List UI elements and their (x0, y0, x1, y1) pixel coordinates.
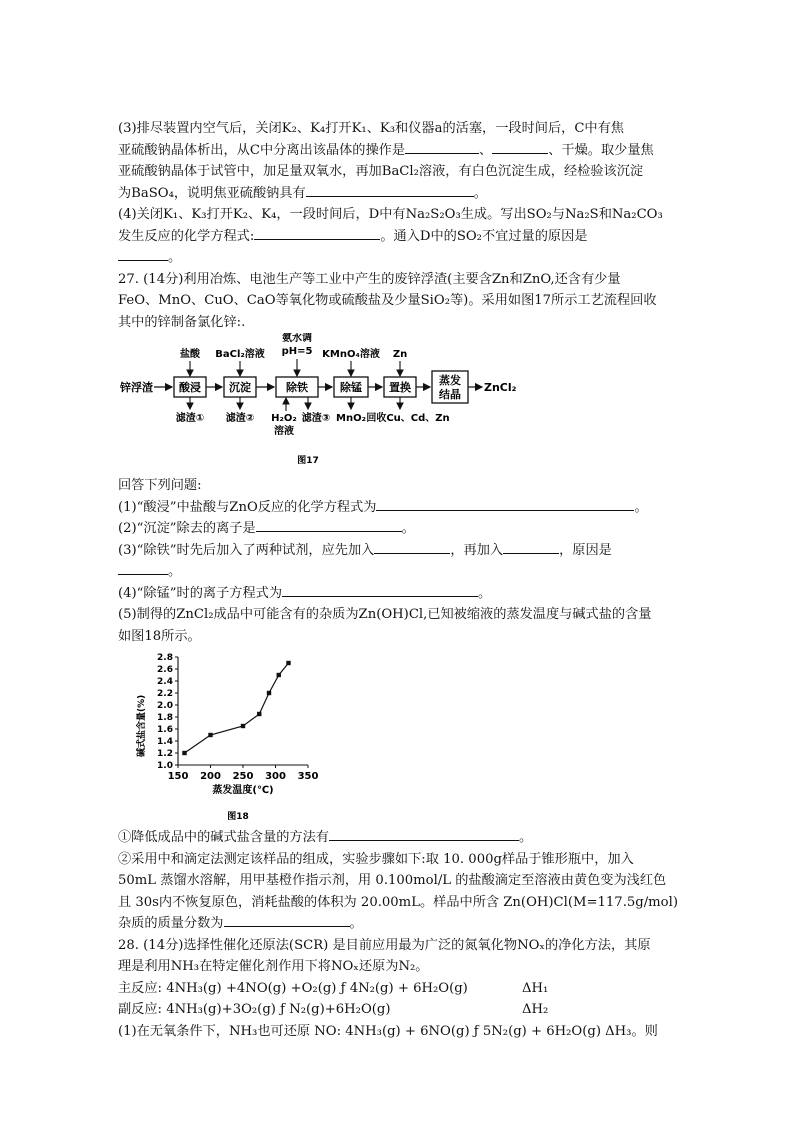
box-remove-iron-label: 除铁 (286, 381, 308, 394)
data-point (277, 673, 281, 677)
y-tick-label: 2.8 (157, 653, 173, 663)
answer-blank (118, 561, 168, 575)
y-axis-label: 碱式盐含量(%) (137, 694, 147, 757)
data-point (241, 724, 245, 728)
answer-blank (503, 540, 559, 554)
q27-part-3-cont: 。 (118, 561, 678, 583)
box-crystallize-label: 结晶 (439, 388, 461, 401)
figure-17-flowchart (118, 333, 678, 475)
answer-blank (374, 540, 450, 554)
q27-intro: 回答下列问题: (118, 478, 202, 493)
answer-blank (256, 518, 402, 532)
q27-part-1: (1)“酸浸”中盐酸与ZnO反应的化学方程式为 。 (118, 497, 678, 519)
q27-part-5-cont: 如图18所示。 (118, 628, 201, 644)
flow-product: ZnCl₂ (484, 381, 517, 394)
box-replace-label: 置换 (389, 381, 411, 394)
y-tick-label: 2.4 (157, 677, 173, 687)
line-chart-svg (118, 647, 678, 827)
series-line (185, 663, 289, 753)
q27-sub-2-l4: 杂质的质量分数为 。 (118, 913, 678, 935)
q27-sub-1: ①降低成品中的碱式盐含量的方法有 。 (118, 827, 678, 849)
answer-blank (376, 497, 634, 511)
q26-line-4: 为BaSO₄，说明焦亚硫酸钠具有 。 (118, 183, 678, 205)
answer-blank (224, 913, 350, 927)
data-point (267, 691, 271, 695)
x-tick-label: 250 (232, 771, 254, 782)
data-point (286, 661, 290, 665)
residue-mno2: MnO₂ (336, 413, 366, 424)
q27-sub-2: ②采用中和滴定法测定该样品的组成，实验步骤如下:取 10. 000g样品于锥形瓶中，加入 (118, 851, 634, 867)
q27-sub-2-l2: 50mL 蒸馏水溶解，用甲基橙作指示剂，用 0.100mol/L 的盐酸滴定至溶液由黄色变为浅红色 (118, 873, 667, 888)
q27-part-3: (3)“除铁”时先后加入了两种试剂，应先加入 ，再加入 ，原因是 (118, 540, 678, 562)
data-point (257, 712, 261, 716)
answer-blank (282, 583, 478, 597)
data-point (182, 751, 186, 755)
y-tick-label: 1.2 (157, 749, 173, 759)
reagent-bacl2: BaCl₂溶液 (215, 349, 265, 360)
reagent-ammonia: 氨水调 (282, 333, 312, 344)
reagent-hcl: 盐酸 (180, 349, 200, 360)
y-tick-label: 1.0 (157, 761, 173, 771)
q27-sub-2-l3: 且 30s内不恢复原色，消耗盐酸的体积为 20.00mL。样品中所含 Zn(OH)Cl(M=117.5g/mol) (118, 894, 678, 910)
q28-side-reaction: 副反应: 4NH₃(g)+3O₂(g) ƒ N₂(g)+6H₂O(g) ΔH₂ (118, 1002, 549, 1017)
q26-line-1: (3)排尽装置内空气后，关闭K₂、K₄打开K₁、K₃和仪器a的活塞，一段时间后，C中有焦 (118, 121, 624, 136)
reagent-kmno4: KMnO₄溶液 (322, 349, 380, 360)
q26-line-2: 亚硫酸钠晶体析出，从C中分离出该晶体的操作是 、 、干燥。取少量焦 (118, 140, 678, 162)
q28-part-1: (1)在无氧条件下，NH₃也可还原 NO: 4NH₃(g) + 6NO(g) ƒ 5N₂(g) + 6H₂O(g) ΔH₃。则 (118, 1023, 658, 1039)
y-tick-label: 2.2 (157, 689, 173, 699)
y-tick-label: 1.4 (157, 737, 173, 747)
x-tick-label: 150 (167, 771, 189, 782)
flowchart-svg (118, 333, 678, 475)
reagent-h2o2: H₂O₂ (271, 413, 297, 424)
figure-18-chart (118, 647, 678, 827)
q26-line-3: 亚硫酸钠晶体于试管中，加足量双氧水，再加BaCl₂溶液，有白色沉淀生成，经检验该沉淀 (118, 164, 644, 179)
reagent-ph: pH=5 (281, 346, 313, 357)
answer-blank (405, 140, 479, 154)
q28-line-2: 理是利用NH₃在特定催化剂作用下将NOₓ还原为N₂。 (118, 959, 429, 974)
y-tick-label: 2.6 (157, 665, 173, 675)
q27-line-2: FeO、MnO、CuO、CaO等氧化物或硫酸盐及少量SiO₂等)。采用如图17所示工艺流程回收 (118, 293, 657, 308)
q27-part-4: (4)“除锰”时的离子方程式为 。 (118, 583, 678, 605)
q27-part-5: (5)制得的ZnCl₂成品中可能含有的杂质为Zn(OH)Cl,已知被缩液的蒸发温度与碱式盐的含量 (118, 607, 652, 622)
q27-part-2: (2)“沉淀”除去的离子是 。 (118, 518, 678, 540)
y-tick-label: 1.8 (157, 713, 173, 723)
q28-main-reaction: 主反应: 4NH₃(g) +4NO(g) +O₂(g) ƒ 4N₂(g) + 6H₂O(g) ΔH₁ (118, 980, 549, 996)
answer-blank (306, 183, 474, 197)
box-acid-leach-label: 酸浸 (179, 381, 201, 394)
q26-line-5: (4)关闭K₁、K₃打开K₂、K₄，一段时间后，D中有Na₂S₂O₃生成。写出SO₂与Na₂S和Na₂CO₃ (118, 207, 663, 222)
q26-line-6: 发生反应的化学方程式: 。通入D中的SO₂不宜过量的原因是 (118, 226, 678, 248)
exam-page (118, 118, 678, 1042)
x-tick-label: 300 (265, 771, 286, 782)
y-tick-label: 1.6 (157, 725, 173, 735)
box-precipitate-label: 沉淀 (229, 381, 251, 394)
residue-1: 滤渣① (175, 413, 205, 424)
answer-blank (254, 226, 380, 240)
flow-start: 锌浮渣 (120, 381, 153, 394)
box-evaporate-label: 蒸发 (439, 374, 461, 387)
x-axis-label: 蒸发温度(℃) (212, 785, 274, 796)
answer-blank (118, 247, 168, 261)
residue-2: 滤渣② (225, 413, 255, 424)
reagent-zn: Zn (392, 349, 408, 360)
figure-17-caption: 图17 (297, 456, 319, 466)
answer-blank (329, 827, 519, 841)
reagent-h2o2-solution: 溶液 (274, 426, 294, 437)
q28-line-1: 28. (14分)选择性催化还原法(SCR) 是目前应用最为广泛的氮氧化物NOₓ的净化方法，其原 (118, 937, 651, 953)
x-tick-label: 350 (297, 771, 319, 782)
q26-line-7: 。 (118, 247, 678, 269)
answer-blank (492, 140, 548, 154)
q27-line-1: 27. (14分)利用冶炼、电池生产等工业中产生的废锌浮渣(主要含Zn和ZnO,还含有少量 (118, 271, 621, 287)
x-tick-label: 200 (200, 771, 221, 782)
data-point (208, 733, 212, 737)
figure-18-caption: 图18 (227, 812, 249, 822)
recover-metals: 回收Cu、Cd、Zn (366, 413, 450, 424)
q27-line-3: 其中的锌制备氯化锌:. (118, 314, 246, 330)
box-remove-mn-label: 除锰 (340, 381, 362, 394)
y-tick-label: 2.0 (157, 701, 173, 711)
residue-3: 滤渣③ (301, 413, 331, 424)
